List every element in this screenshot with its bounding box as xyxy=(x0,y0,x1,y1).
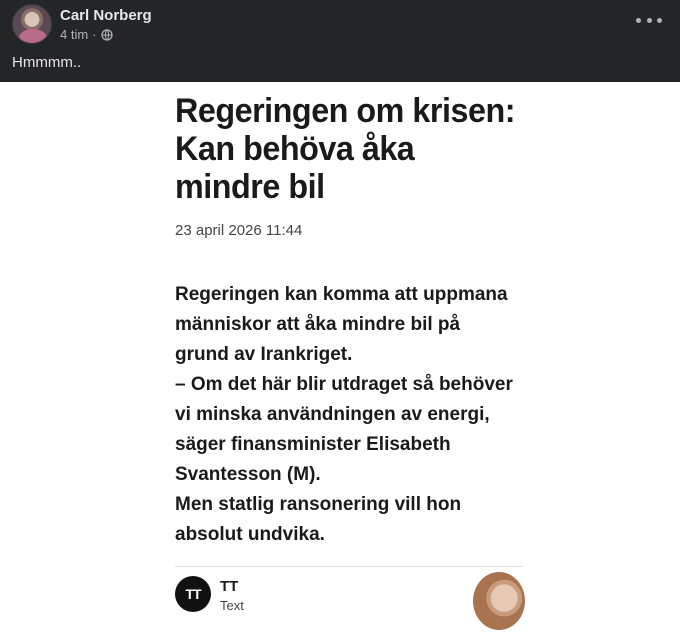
more-options-button[interactable] xyxy=(636,10,662,30)
post-caption: Hmmmm.. xyxy=(12,54,82,71)
globe-icon xyxy=(101,29,113,41)
lead-quote: – Om det här blir utdraget så behöver vi minska användningen av energi, säger finansminister Elisabeth Svantesson (M). xyxy=(175,374,513,485)
more-icon xyxy=(636,18,641,23)
post-time[interactable]: 4 tim xyxy=(60,27,89,42)
article-date: 23 april 2026 11:44 xyxy=(175,222,303,239)
lead-paragraph: Men statlig ransonering vill hon absolut undvika. xyxy=(175,494,462,545)
post-author[interactable]: Carl Norberg xyxy=(60,7,152,24)
meta-separator: · xyxy=(92,27,97,42)
article-lead xyxy=(175,280,515,550)
post-header xyxy=(0,0,680,82)
post-meta xyxy=(60,27,113,42)
article-image[interactable] xyxy=(0,82,680,633)
tt-logo: TT xyxy=(175,576,211,612)
avatar[interactable] xyxy=(12,4,52,44)
lead-paragraph: Regeringen kan komma att uppmana människor att åka mindre bil på grund av Irankriget. xyxy=(175,284,508,365)
source-type: Text xyxy=(220,598,244,613)
source-name: TT xyxy=(220,578,239,595)
divider xyxy=(175,566,523,567)
article-headline: Regeringen om krisen: Kan behöva åka mindre bil xyxy=(175,92,516,206)
author-photo xyxy=(473,572,525,630)
